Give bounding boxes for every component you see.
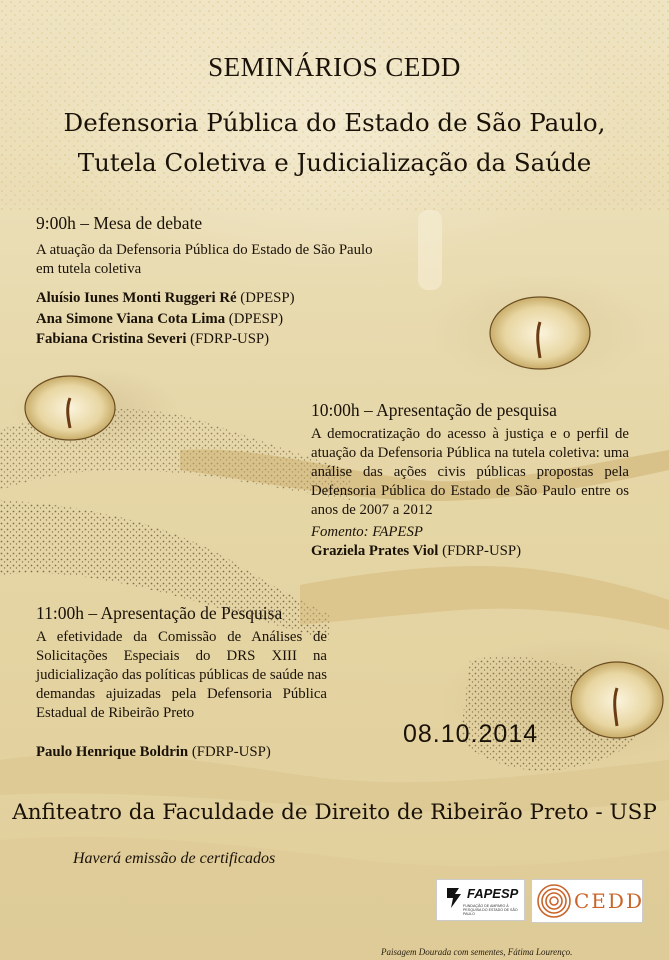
fapesp-logo-text: FAPESP	[467, 886, 519, 901]
session-3-presenter	[36, 744, 271, 761]
session-2-description: A democratização do acesso à justiça e o perfil de atuação da Defensoria Pública na tutela coletiva: uma análise das ações civis públicas propostas pela Defensoria Pública do Estado de São Paulo entre os anos de 2007 a 2012	[311, 426, 629, 518]
session-3-description: A efetividade da Comissão de Análises de Solicitações Especiais do DRS XIII na judicialização das políticas públicas de saúde nas demandas ajuizadas pela Defensoria Pública Estadual de Ribeirão Preto	[36, 629, 327, 721]
session-2-presenter	[311, 543, 521, 560]
event-venue: Anfiteatro da Faculdade de Direito de Ribeirão Preto - USP	[12, 800, 657, 825]
session-3-heading: 11:00h – Apresentação de Pesquisa	[36, 603, 283, 623]
session-3-presenter-affiliation: (FDRP-USP)	[191, 744, 271, 760]
session-1-heading: 9:00h – Mesa de debate	[36, 213, 203, 233]
session-1-description-line-2: em tutela coletiva	[36, 261, 142, 277]
cedd-logo-mark	[534, 880, 574, 922]
fapesp-logo	[436, 879, 525, 921]
session-2-heading: 10:00h – Apresentação de pesquisa	[311, 400, 557, 420]
session-1-description-line-1: A atuação da Defensoria Pública do Estado de São Paulo	[36, 242, 373, 258]
artwork-credit: Paisagem Dourada com sementes, Fátima Lourenço.	[381, 947, 573, 957]
main-title-line-2: Tutela Coletiva e Judicialização da Saúde	[77, 148, 592, 177]
cedd-logo-text: CEDD	[574, 889, 644, 913]
series-title: SEMINÁRIOS CEDD	[208, 52, 461, 82]
session-2-presenter-affiliation: (FDRP-USP)	[442, 543, 522, 559]
fapesp-logo-subtext: FUNDAÇÃO DE AMPARO À PESQUISA DO ESTADO DE SÃO PAULO	[463, 904, 518, 917]
participant-3-name: Fabiana Cristina Severi	[36, 331, 187, 347]
participant-2	[36, 311, 283, 328]
participant-1-affiliation: (DPESP)	[240, 290, 295, 306]
seed-pod-right	[490, 297, 590, 369]
participant-3	[36, 331, 269, 348]
main-title-line-1: Defensoria Pública do Estado de São Paulo,	[63, 108, 606, 137]
session-2-presenter-name: Graziela Prates Viol	[311, 543, 439, 559]
event-date: 08.10.2014	[403, 720, 539, 748]
session-2-funding: Fomento: FAPESP	[311, 524, 423, 540]
session-3-presenter-name: Paulo Henrique Boldrin	[36, 744, 189, 760]
seed-pod-bottom	[571, 662, 663, 738]
participant-3-affiliation: (FDRP-USP)	[190, 331, 270, 347]
certificates-note: Haverá emissão de certificados	[73, 850, 276, 867]
cedd-logo	[531, 879, 643, 923]
participant-1-name: Aluísio Iunes Monti Ruggeri Ré	[36, 290, 237, 306]
participant-2-name: Ana Simone Viana Cota Lima	[36, 311, 226, 327]
seed-pod-left	[25, 376, 115, 440]
participant-1	[36, 290, 295, 307]
participant-2-affiliation: (DPESP)	[228, 311, 284, 327]
